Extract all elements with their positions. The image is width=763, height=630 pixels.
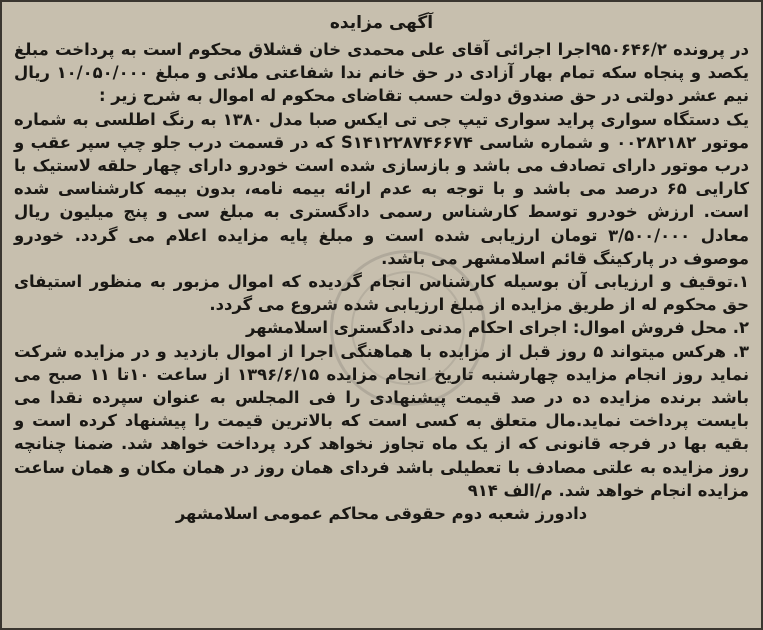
condition-item-1: ۱.توقیف و ارزیابی آن بوسیله کارشناس انجام گردیده که اموال مزبور به منظور استیفای حق محکوم له از طریق مزایده از مبلغ ارزیابی شده شروع می گردد. — [14, 272, 749, 315]
property-description: یک دستگاه سواری پراید سواری تیپ جی تی ایکس صبا مدل ۱۳۸۰ به رنگ اطلسی به شماره موتور ۰۰۲۸۲۱۸۲ و شماره شاسی S۱۴۱۲۲۸۷۴۶۶۷۴ که در قسمت درب جلو چپ سپر عقب و درب موتور دارای تصادف می باشد و بازسازی شده است خودرو دارای چهار حلقه لاستیک با کارایی ۶۵ درصد می باشد و با توجه به عدم ارائه بیمه نامه، بدون بیمه کارشناسی شده است. ارزش خودرو توسط کارشناس رسمی دادگستری به مبلغ سی و پنج میلیون ریال معادل ۳/۵۰۰/۰۰۰ تومان ارزیابی شده است و مبلغ پایه مزایده اعلام می گردد. خودرو موصوف در پارکینگ قائم اسلامشهر می باشد. — [14, 109, 749, 268]
notice-intro: در پرونده ۹۵۰۶۴۶/۲اجرا اجرائی آقای علی محمدی خان قشلاق محکوم است به پرداخت مبلغ یکصد و پنجاه سکه تمام بهار آزادی در حق خانم ندا شفاعتی ملائی و مبلغ ۱۰/۰۵۰/۰۰۰ ریال نیم عشر دولتی در حق صندوق دولت حسب تقاضای محکوم له اموال به شرح زیر : — [14, 40, 749, 106]
signature: دادورز شعبه دوم حقوقی محاکم عمومی اسلامشهر — [175, 504, 588, 524]
condition-item-3: ۳. هرکس میتواند ۵ روز قبل از مزایده با هماهنگی اجرا از اموال بازدید و در مزایده شرکت نماید روز انجام مزایده چهارشنبه تاریخ انجام مزایده ۱۳۹۶/۶/۱۵ از ساعت ۱۰تا ۱۱ صبح می باشد برنده مزایده ده در صد قیمت پیشنهادی را فی المجلس به عنوان سپرده نقدا می بایست پرداخت نماید.مال متعلق به کسی است که بالاترین قیمت را پیشنهاد کرده است و بقیه بها در فرجه قانونی که از یک ماه تجاوز نخواهد کرد پرداخت خواهد شد. ضمنا چنانچه روز مزایده به علتی مصادف با تعطیلی باشد فردای همان روز در همان مکان و همان ساعت مزایده انجام خواهد شد. م/الف ۹۱۴ — [14, 341, 750, 500]
notice-title: آگهی مزایده — [329, 13, 434, 33]
condition-item-2: ۲. محل فروش اموال: اجرای احکام مدنی دادگستری اسلامشهر — [246, 318, 749, 338]
